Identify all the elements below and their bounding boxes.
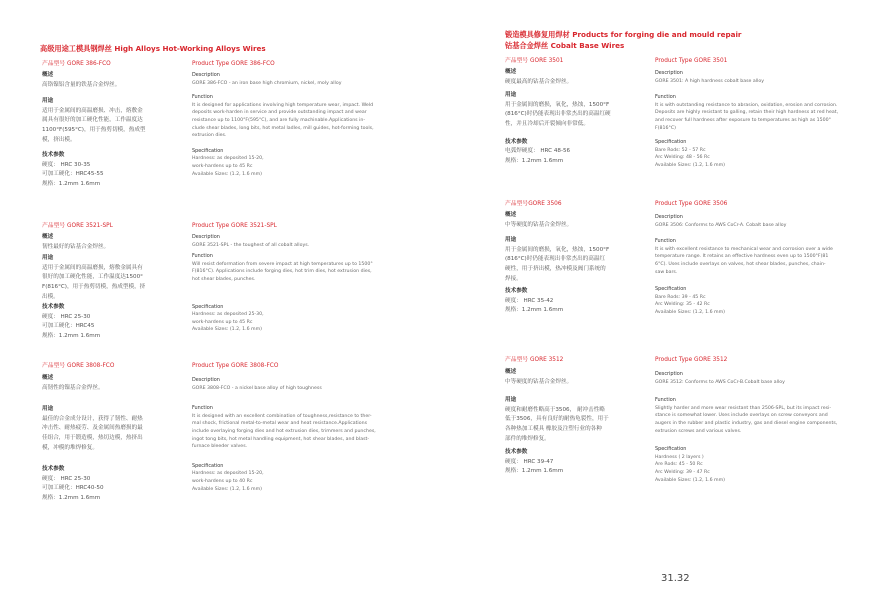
desc-label-cn: 概述 [42, 234, 54, 240]
right-page-heading-line2: 钴基合金焊丝 Cobalt Base Wires [505, 41, 625, 50]
func-label-en: Function [192, 253, 213, 260]
desc-label-en: Description [655, 70, 683, 76]
desc-text-en: GORE 3512: Conforms to AWS CoCr-B.Cobalt base alloy [655, 379, 785, 385]
product-type-cn: 产品型号 GORE 3501 [505, 58, 564, 64]
product-type-cn: 产品型号 GORE 3512 [505, 357, 564, 363]
func-label-cn: 用途 [505, 237, 517, 244]
func-label-cn: 用途 [42, 406, 54, 413]
spec-label-cn: 技术参数 [505, 138, 528, 145]
func-text-en: It is with excellent resistance to mechanical wear and corrosion over a wide temperature range. It retains an effective hardness even up to 1500°F(81 6°C). Uses include overlays on valves, hot shear blades, punches, chain- saw bars. [655, 246, 833, 275]
desc-text-en: GORE 3808-FCO - a nickel base alloy of high toughness [192, 385, 322, 391]
right-page-heading-line1: 锻造模具修复用焊材 Products for forging die and mould repair [505, 30, 742, 39]
desc-label-cn: 概述 [42, 375, 54, 381]
product-en-3501 [655, 57, 860, 170]
spec-text-cn: 硬度： HRC 25-30 可加工硬化：HRC45 规格：1.2mm 1.6mm [42, 313, 101, 339]
func-label-en: Function [192, 94, 213, 101]
left-page-heading: 高级用途工模具钢焊丝 High Alloys Hot-Working Alloys Wires [40, 44, 266, 53]
func-text-en: Will resist deformation from severe impact at high temperatures up to 1500° F(816°C). Applications include forging dies, hot trim dies, hot extrusion dies, hot shear blades, punches. [192, 261, 373, 282]
product-cn-386-fco [42, 60, 187, 190]
product-en-3512 [655, 356, 860, 484]
desc-text-cn: 中等硬度的钴基合金焊丝。 [505, 221, 573, 228]
product-type-en: Product Type GORE 3512 [655, 357, 728, 363]
desc-label-en: Description [655, 214, 683, 220]
desc-label-cn: 概述 [505, 212, 517, 218]
spec-label-cn: 技术参数 [42, 304, 65, 311]
func-text-cn: 硬度和耐磨性略高于3506， 耐冲击性略 低于3506，具有良好的耐热龟裂性，用于 各种热加工模具 橡胶及注塑行业的各种 部件的堆焊修复。 [505, 406, 609, 442]
product-type-cn: 产品型号GORE 3506 [505, 201, 562, 207]
spec-text-en: Hardness ( 2 layers ) Are Rods: 45 - 50 Rc Arc Welding: 39 - 47 Rc Available Sizes: (1.2, 1.6 mm) [655, 454, 726, 483]
spec-label-en: Specification [192, 462, 224, 469]
spec-label-en: Specification [655, 286, 687, 293]
product-en-3506 [655, 200, 860, 317]
func-text-cn: 用于金属间的磨损，氧化，热蚀，1500°F (816°C)时仍能表现出非常杰出的高温红硬 性，并且冷却后开裂倾向非常低。 [505, 101, 611, 127]
product-cn-3506 [505, 200, 650, 316]
spec-label-cn: 技术参数 [42, 152, 65, 159]
func-text-cn: 用于金属间的磨损，氧化，热蚀，1500°F (816°C)时仍能表现出非常杰出的高温红 硬性，用于挤出模，热冲模及阀门系统的 焊接。 [505, 246, 610, 282]
spec-text-en: Hardness: as deposited 15-20, work-hardens up to 40 Rc Available Sizes: (1.2, 1.6 mm) [192, 471, 264, 492]
spec-label-en: Specification [655, 446, 687, 453]
func-label-en: Function [192, 405, 213, 412]
func-label-cn: 用途 [42, 98, 54, 105]
func-label-cn: 用途 [505, 92, 517, 99]
desc-label-cn: 概述 [505, 369, 517, 375]
product-type-cn: 产品型号 GORE 3521-SPL [42, 223, 113, 229]
desc-text-cn: 高铬镍铝含量的铁基合金焊丝。 [42, 81, 121, 88]
desc-label-cn: 概述 [42, 72, 54, 78]
desc-label-en: Description [192, 234, 220, 240]
spec-text-cn: 硬度： HRC 30-35 可加工硬化：HRC45-55 规格：1.2mm 1.6mm [42, 161, 104, 187]
desc-text-cn: 中等硬度的钴基合金焊丝。 [505, 378, 573, 385]
func-text-en: Slightly harder and more wear resistant than 2506-SPL, but its impact resi- stance is somewhat lower. Uses include overlays on screw conveyors and augers in the rubber and plastic industry, gas and diesel engine components, extrusion screws and various valves. [655, 405, 838, 434]
spec-text-en: Hardness: as deposited 15-20, work-hardens up to 45 Rc Available Sizes: (1.2, 1.6 mm) [192, 156, 264, 177]
spec-label-en: Specification [192, 303, 224, 310]
product-cn-3808-fco [42, 362, 187, 504]
desc-text-en: GORE 3521-SPL - the toughest of all cobalt alloys. [192, 242, 310, 248]
desc-text-en: GORE 3506: Conforms to AWS CoCr-A. Cobalt base alloy [655, 222, 787, 228]
func-text-en: It is with outstanding resistance to abrasion, oxidation, erosion and corrosion. Deposits are highly resistant to galling, retain their high hardness at red heat, and recover full hardness after exposure to temperatures as high as 1500° F(816°C) [655, 102, 839, 131]
desc-label-en: Description [192, 377, 220, 383]
func-text-en: It is designed with an excellent combination of toughness,resistance to ther- mal shock, frictional metal-to-metal wear and heat resistance.Applications include overlaying forging dies and hot extrusion dies, trimmers and punches, ingot tong bits, hot metal handling equipment, hot shear blades, and blast- furnace bleeder valves. [192, 413, 376, 450]
spec-label-cn: 技术参数 [42, 466, 65, 473]
product-type-cn: 产品型号 GORE 386-FCO [42, 61, 111, 67]
func-text-en: It is designed for applications involving high temperature wear, impact. Weld deposits work-harden in service and provide outstanding impact and wear resistance up to 1100°F(595°C), and are fully machinable.Applications in- clude shear blades, long bits, hot metal ladles, mill guides, hot-forming tools, extrusion dies. [192, 102, 374, 139]
spec-text-cn: 硬度： HRC 39-47 规格：1.2mm 1.6mm [505, 458, 564, 475]
desc-label-en: Description [192, 72, 220, 78]
page-number: 31.32 [661, 573, 690, 584]
desc-text-en: GORE 3501: A high hardness cobalt base alloy [655, 78, 765, 84]
product-en-3521-spl [192, 222, 392, 334]
spec-label-cn: 技术参数 [505, 449, 528, 456]
spec-label-en: Specification [192, 147, 224, 154]
desc-label-cn: 概述 [505, 69, 517, 75]
product-cn-3521-spl [42, 222, 187, 342]
spec-text-en: Bare Rods: 39 - 45 Rc Arc Welding: 35 - 42 Rc Available Sizes: (1.2, 1.6 mm) [655, 294, 726, 315]
product-en-3808-fco [192, 362, 392, 493]
spec-text-en: Hardness: as deposited 25-30, work-hardens up to 45 Rc Available Sizes: (1.2, 1.6 mm) [192, 312, 264, 333]
spec-text-cn: 电弧焊硬度： HRC 48-56 规格：1.2mm 1.6mm [505, 148, 571, 164]
spec-label-en: Specification [655, 139, 687, 146]
desc-text-en: GORE 386-FCO - an iron base high chromium, nickel, moly alloy [192, 80, 342, 86]
product-type-en: Product Type GORE 3808-FCO [192, 363, 279, 369]
product-cn-3501 [505, 57, 650, 166]
desc-text-cn: 高韧性的镍基合金焊丝。 [42, 384, 104, 391]
spec-text-cn: 硬度： HRC 35-42 规格：1.2mm 1.6mm [505, 297, 564, 314]
product-type-en: Product Type GORE 3501 [655, 58, 728, 64]
func-label-en: Function [655, 94, 676, 101]
desc-label-en: Description [655, 371, 683, 377]
product-cn-3512 [505, 356, 650, 477]
func-text-cn: 适用于金属间的高温磨损，熔敷金属具有 很好的加工硬化性能，工作温度达1500° F(816°C)，用于热剪切模，热成型模，挤 出模。 [42, 264, 146, 300]
spec-text-en: Bare Rods: 52 - 57 Rc Arc Welding: 48 - 56 Rc Available Sizes: (1.2, 1.6 mm) [655, 147, 726, 168]
func-label-cn: 用途 [42, 255, 54, 262]
func-text-cn: 适用于金属间的高温磨损、冲击，熔敷金 属具有很好的加工硬化性能，工作温度达 1100°F(595°C)，用于热剪切模，热成型 模，挤出模。 [42, 107, 146, 143]
product-en-386-fco [192, 60, 392, 178]
desc-text-cn: 韧性最好的钴基合金焊丝。 [42, 243, 110, 250]
desc-text-cn: 硬度最高的钴基合金焊丝。 [505, 78, 573, 85]
spec-label-cn: 技术参数 [505, 288, 528, 295]
product-type-en: Product Type GORE 386-FCO [192, 61, 275, 67]
func-label-en: Function [655, 397, 676, 404]
product-type-en: Product Type GORE 3521-SPL [192, 223, 277, 229]
product-type-en: Product Type GORE 3506 [655, 201, 728, 207]
func-label-en: Function [655, 238, 676, 245]
product-type-cn: 产品型号 GORE 3808-FCO [42, 363, 115, 369]
spec-text-cn: 硬度： HRC 25-30 可加工硬化：HRC40-50 规格：1.2mm 1.6mm [42, 475, 104, 501]
func-text-cn: 最佳的合金成分设计，获得了韧性、耐热 冲击性、耐热疲劳、及金属间热磨损的最 佳组合，用于锻造模，热切边模，热挤出 模，冲模的堆焊修复。 [42, 415, 143, 451]
func-label-cn: 用途 [505, 397, 517, 404]
